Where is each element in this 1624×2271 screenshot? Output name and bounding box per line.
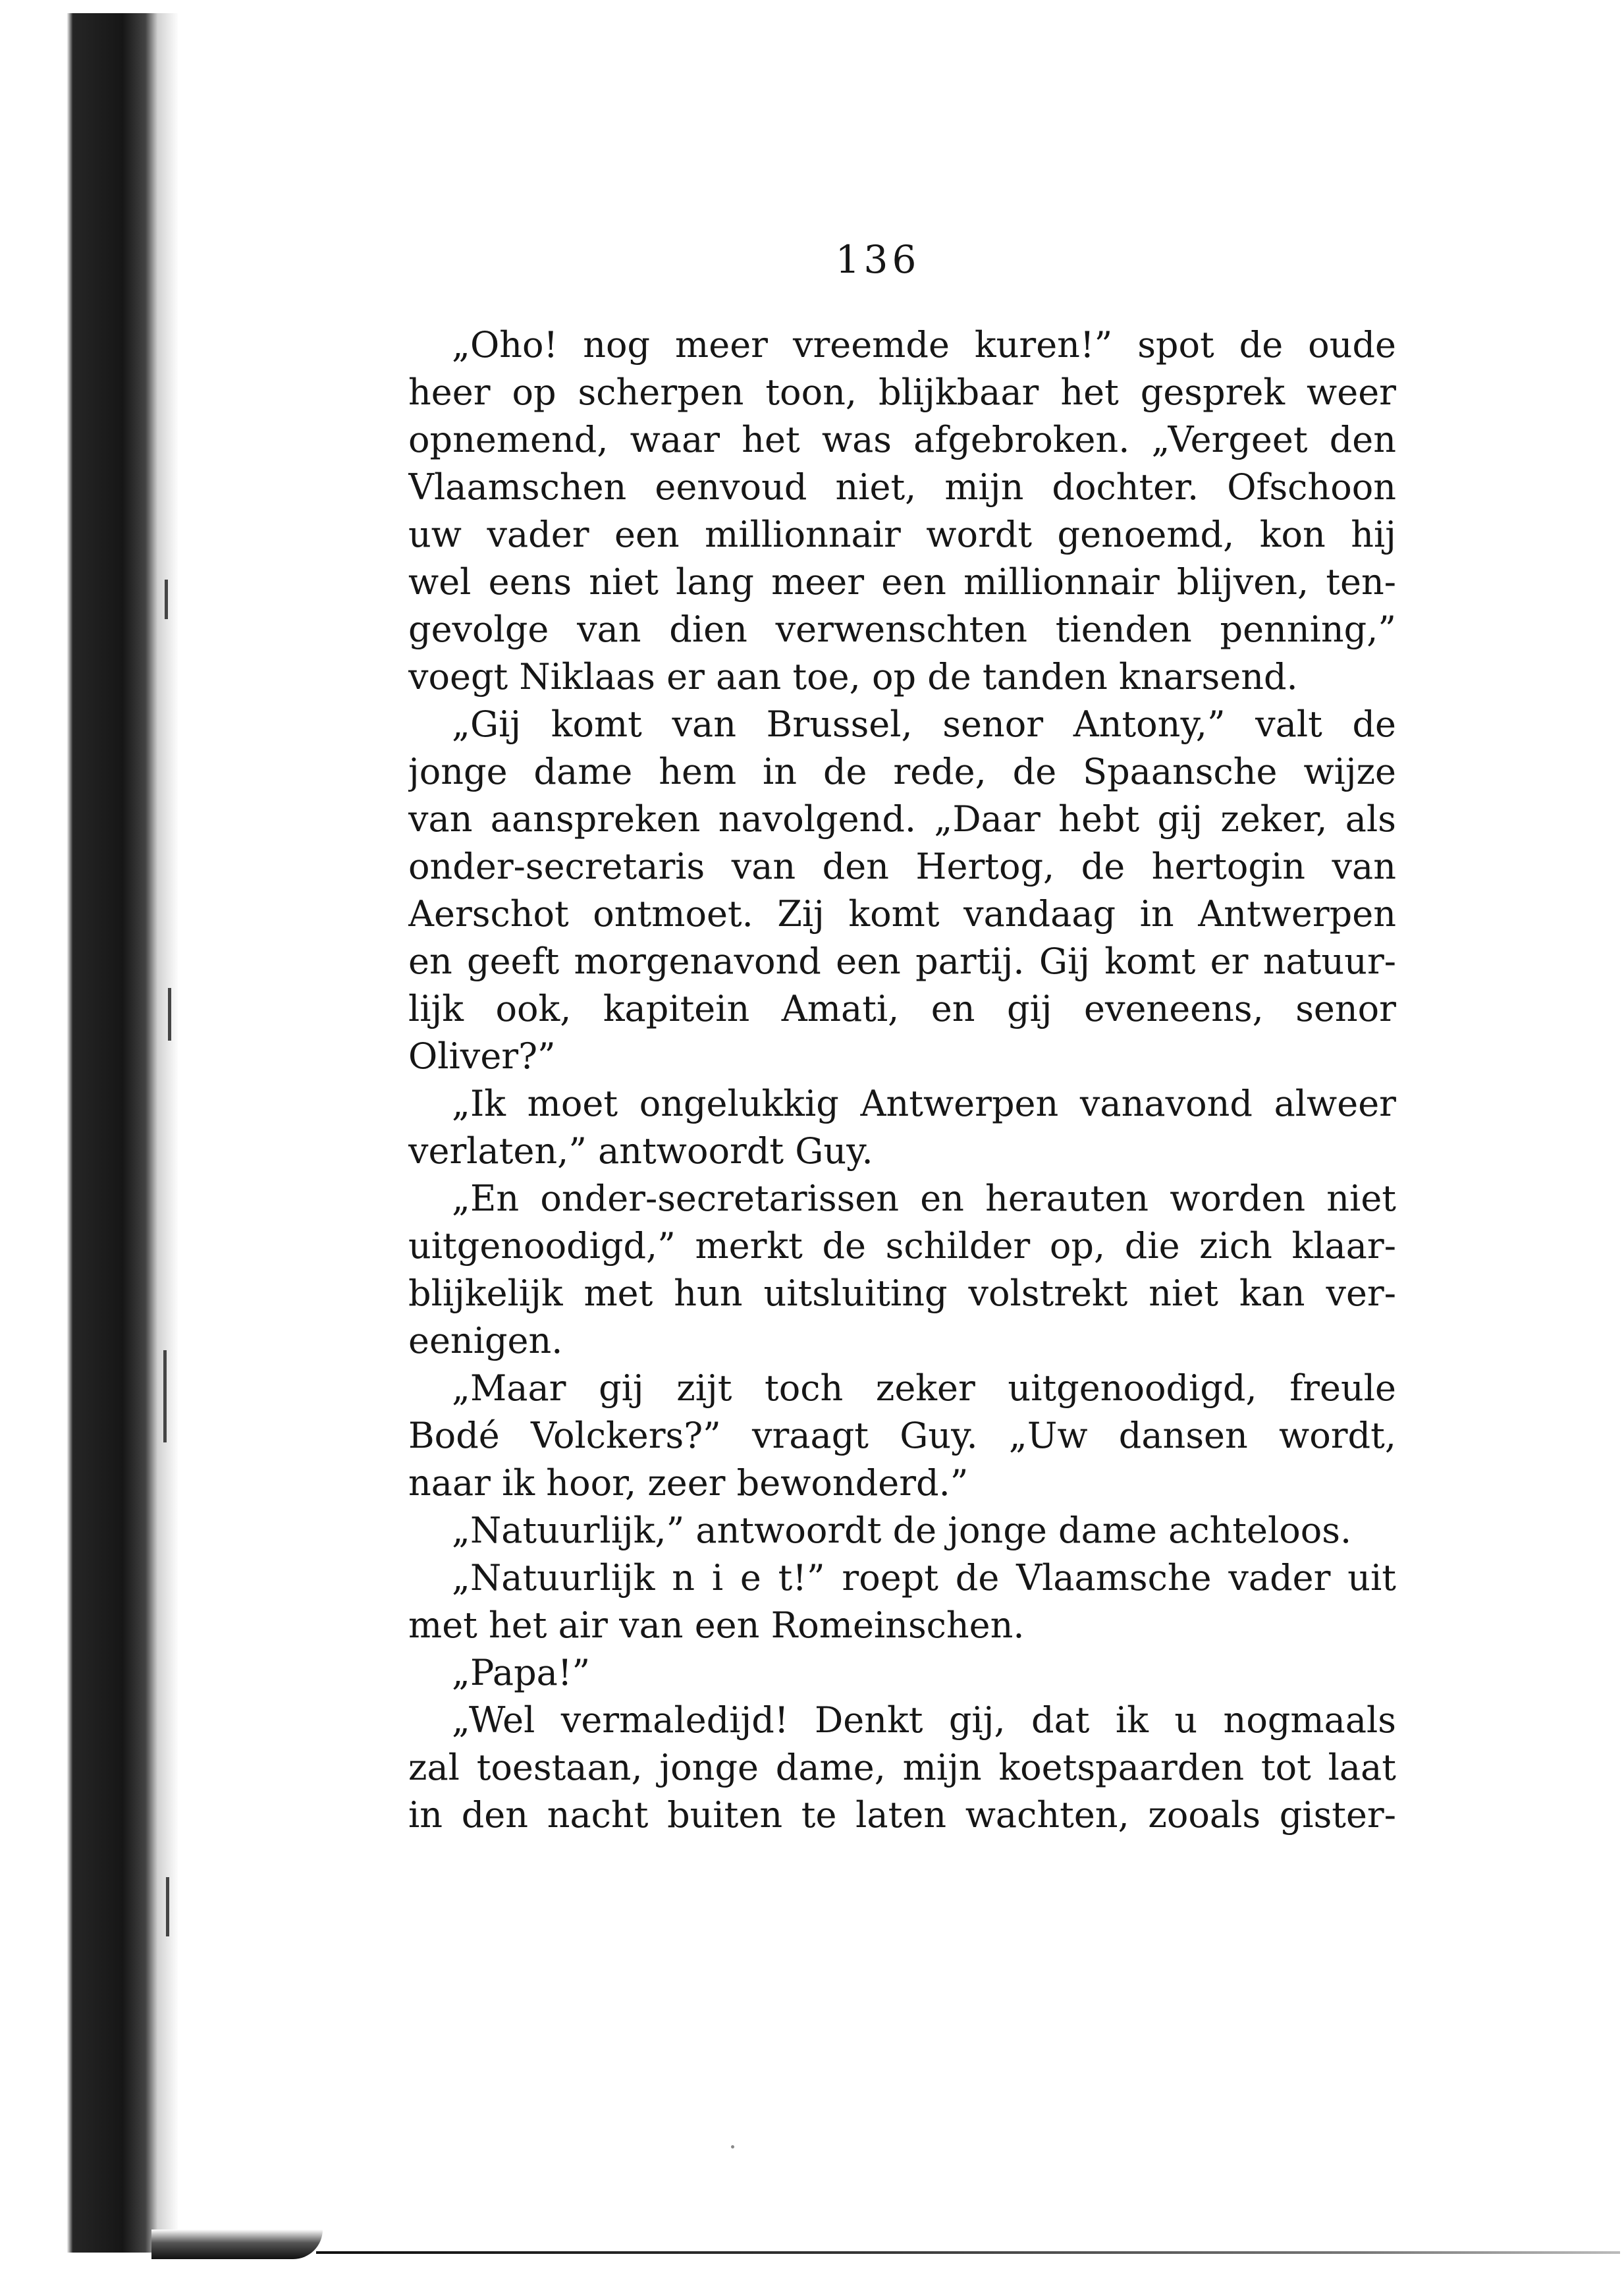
- text-line: Oliver?”: [408, 1035, 556, 1077]
- body-text: [408, 321, 1396, 1839]
- binding-speck: [163, 1350, 167, 1442]
- text-line: „Maar gij zijt toch zeker uitgenoodigd, freule: [452, 1367, 1396, 1409]
- text-line: van aanspreken navolgend. „Daar hebt gij zeker, als: [408, 798, 1396, 840]
- text-line: onder-secretaris van den Hertog, de hertogin van: [408, 846, 1396, 887]
- text-line: in den nacht buiten te laten wachten, zooals gister-: [408, 1794, 1396, 1836]
- text-line: voegt Niklaas er aan toe, op de tanden knarsend.: [408, 656, 1298, 698]
- text-line: „Papa!”: [452, 1652, 591, 1693]
- page-bottom-edge: [316, 2251, 1620, 2254]
- text-line: jonge dame hem in de rede, de Spaansche wijze: [408, 751, 1396, 792]
- text-line: „Natuurlijk,” antwoordt de jonge dame achteloos.: [452, 1510, 1352, 1551]
- text-line: gevolge van dien verwenschten tienden penning,”: [408, 609, 1396, 650]
- text-line: „Natuurlijk n i e t!” roept de Vlaamsche vader uit: [452, 1557, 1396, 1599]
- text-line: heer op scherpen toon, blijkbaar het gesprek weer: [408, 371, 1396, 413]
- page-number: 136: [835, 237, 921, 282]
- text-line: „Ik moet ongelukkig Antwerpen vanavond alweer: [452, 1083, 1396, 1124]
- text-line: „Gij komt van Brussel, senor Antony,” valt de: [452, 703, 1396, 745]
- text-line: Bodé Volckers?” vraagt Guy. „Uw dansen wordt,: [408, 1415, 1396, 1456]
- book-binding-shadow: [0, 0, 198, 2271]
- text-line: blijkelijk met hun uitsluiting volstrekt niet kan ver-: [408, 1272, 1396, 1314]
- text-line: lijk ook, kapitein Amati, en gij eveneens, senor: [408, 988, 1396, 1029]
- text-line: met het air van een Romeinschen.: [408, 1604, 1025, 1646]
- text-line: eenigen.: [408, 1320, 563, 1361]
- text-line: uitgenoodigd,” merkt de schilder op, die zich klaar-: [408, 1225, 1396, 1267]
- text-line: opnemend, waar het was afgebroken. „Vergeet den: [408, 419, 1396, 460]
- text-line: „En onder-secretarissen en herauten worden niet: [452, 1178, 1396, 1219]
- text-line: en geeft morgenavond een partij. Gij komt er natuur-: [408, 941, 1396, 982]
- text-line: „Oho! nog meer vreemde kuren!” spot de oude: [452, 324, 1396, 366]
- paper-speck: [731, 2145, 734, 2148]
- binding-speck: [165, 580, 168, 619]
- text-line: zal toestaan, jonge dame, mijn koetspaarden tot laat: [408, 1747, 1396, 1788]
- binding-speck: [168, 988, 171, 1041]
- binding-speck: [166, 1877, 169, 1936]
- text-line: „Wel vermaledijd! Denkt gij, dat ik u nogmaals: [452, 1699, 1396, 1741]
- text-line: Aerschot ontmoet. Zij komt vandaag in Antwerpen: [408, 893, 1396, 935]
- text-line: naar ik hoor, zeer bewonderd.”: [408, 1462, 969, 1504]
- text-line: Vlaamschen eenvoud niet, mijn dochter. Ofschoon: [408, 466, 1396, 508]
- text-line: verlaten,” antwoordt Guy.: [408, 1130, 873, 1172]
- text-line: wel eens niet lang meer een millionnair blijven, ten-: [408, 561, 1396, 603]
- text-line: uw vader een millionnair wordt genoemd, kon hij: [408, 514, 1396, 555]
- binding-foot: [151, 2230, 323, 2259]
